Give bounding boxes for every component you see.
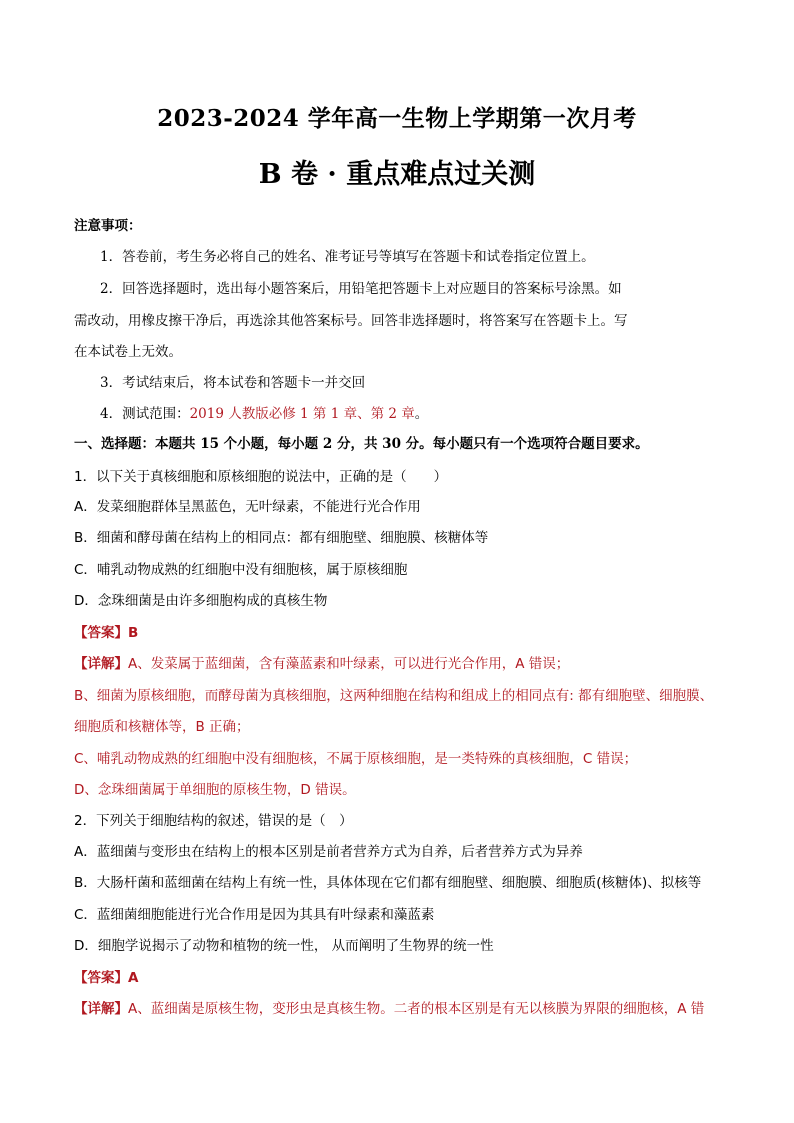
q2-answer: 【答案】A — [74, 970, 139, 986]
q1-detail-d: D、念珠细菌属于单细胞的原核生物，D 错误。 — [74, 782, 356, 798]
q2-option-a: A．蓝细菌与变形虫在结构上的根本区别是前者营养方式为自养，后者营养方式为异养 — [74, 844, 583, 860]
q1-option-a: A．发菜细胞群体呈黑蓝色，无叶绿素，不能进行光合作用 — [74, 499, 421, 515]
q1-option-c: C．哺乳动物成熟的红细胞中没有细胞核，属于原核细胞 — [74, 562, 408, 578]
section-heading: 一、选择题：本题共 15 个小题，每小题 2 分，共 30 分。每小题只有一个选项符合题目要求。 — [74, 436, 649, 452]
q1-option-b: B．细菌和酵母菌在结构上的相同点：都有细胞壁、细胞膜、核糖体等 — [74, 530, 489, 546]
q1-detail-c: C、哺乳动物成熟的红细胞中没有细胞核，不属于原核细胞，是一类特殊的真核细胞，C 错误； — [74, 751, 638, 767]
q2-detail-tag: 【详解】 — [74, 1001, 128, 1017]
notice-item-4-prefix: 4．测试范围： — [100, 406, 190, 422]
notice-item-4 — [100, 404, 428, 424]
q1-detail-b-line-2: 细胞质和核糖体等，B 正确； — [74, 719, 250, 735]
q1-detail-tag: 【详解】 — [74, 656, 128, 672]
exam-subtitle: B 卷 · 重点难点过关测 — [258, 159, 536, 190]
test-range: 2019 人教版必修 1 第 1 章、第 2 章 — [189, 406, 415, 422]
q1-detail-a: 【详解】A、发菜属于蓝细菌，含有藻蓝素和叶绿素，可以进行光合作用，A 错误； — [74, 656, 570, 672]
q1-option-d: D．念珠细菌是由许多细胞构成的真核生物 — [74, 593, 328, 609]
notice-item-2-line-2: 需改动，用橡皮擦干净后，再选涂其他答案标号。回答非选择题时，将答案写在答题卡上。写 — [74, 313, 628, 329]
q1-stem: 1．以下关于真核细胞和原核细胞的说法中，正确的是（ ） — [74, 469, 448, 485]
q1-answer: 【答案】B — [74, 625, 139, 641]
q2-detail-a: 【详解】A、蓝细菌是原核生物，变形虫是真核生物。二者的根本区别是有无以核膜为界限的细胞核，A 错 — [74, 1001, 705, 1017]
q2-option-d: D．细胞学说揭示了动物和植物的统一性， 从而阐明了生物界的统一性 — [74, 938, 494, 954]
notice-item-1: 1．答卷前，考生务必将自己的姓名、准考证号等填写在答题卡和试卷指定位置上。 — [100, 249, 595, 265]
q2-stem: 2．下列关于细胞结构的叙述，错误的是（ ） — [74, 813, 353, 829]
exam-title: 2023-2024 学年高一生物上学期第一次月考 — [157, 105, 637, 132]
notice-item-4-suffix: 。 — [414, 406, 429, 422]
notice-item-3: 3．考试结束后，将本试卷和答题卡一并交回 — [100, 375, 366, 391]
notice-heading: 注意事项： — [74, 218, 142, 234]
q2-option-c: C．蓝细菌细胞能进行光合作用是因为其具有叶绿素和藻蓝素 — [74, 907, 435, 923]
notice-item-2-line-3: 在本试卷上无效。 — [74, 344, 182, 360]
notice-item-2-line-1: 2．回答选择题时，选出每小题答案后，用铅笔把答题卡上对应题目的答案标号涂黑。如 — [100, 281, 622, 297]
q2-option-b: B．大肠杆菌和蓝细菌在结构上有统一性，具体体现在它们都有细胞壁、细胞膜、细胞质(核糖体)、拟核等 — [74, 875, 702, 891]
q1-detail-b-line-1: B、细菌为原核细胞，而酵母菌为真核细胞，这两种细胞在结构和组成上的相同点有: 都有细胞壁、细胞膜、 — [74, 688, 714, 704]
